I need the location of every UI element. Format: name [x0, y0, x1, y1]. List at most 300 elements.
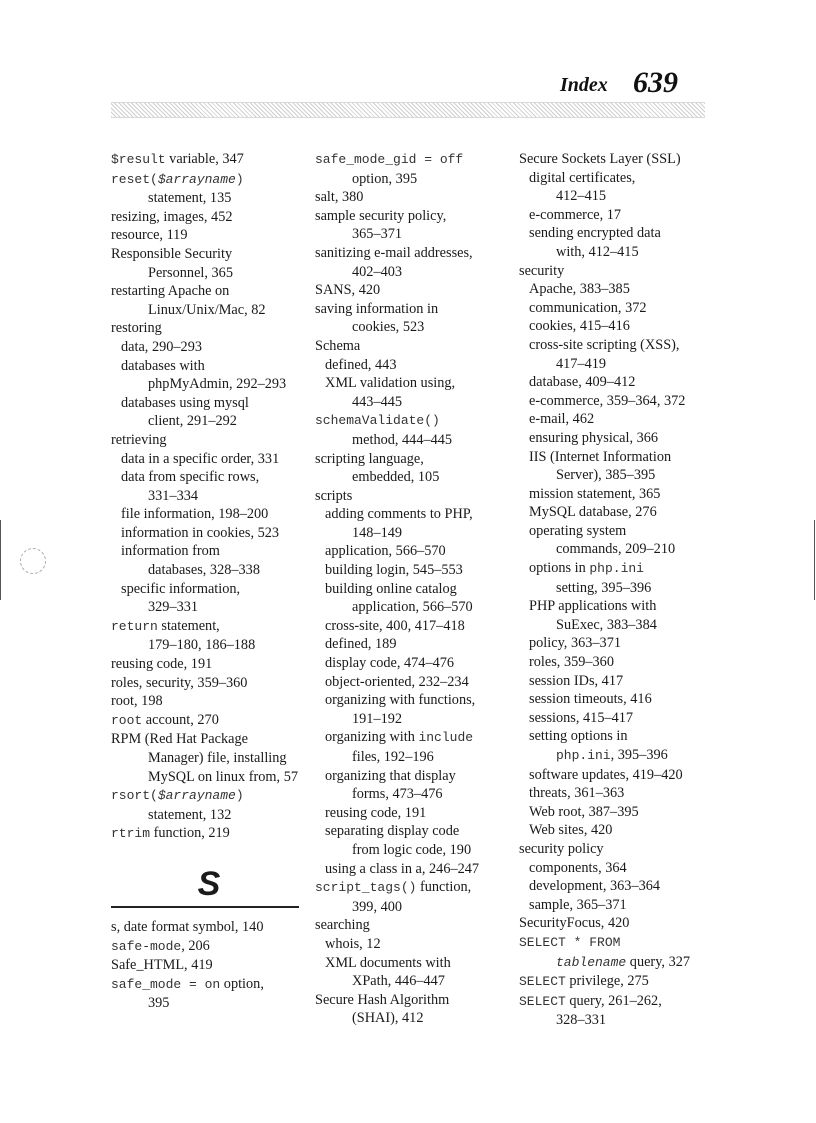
index-subentry	[519, 896, 709, 915]
index-text: cookies, 523	[352, 319, 425, 336]
index-entry	[111, 937, 307, 957]
index-text: php.ini	[589, 561, 644, 577]
index-text: information in cookies, 523	[121, 524, 280, 541]
index-text: software updates, 419–420	[529, 766, 683, 783]
index-text: salt, 380	[315, 189, 364, 206]
index-entry-continuation	[315, 170, 513, 189]
index-entry	[315, 337, 513, 356]
index-subentry	[315, 561, 513, 580]
index-text: resizing, images, 452	[111, 208, 233, 225]
index-text: Apache, 383–385	[529, 281, 630, 298]
index-subentry	[519, 653, 709, 672]
index-entry	[111, 824, 307, 844]
index-text: mission statement, 365	[529, 485, 661, 502]
index-text: saving information in	[315, 300, 439, 317]
index-text: client, 291–292	[148, 413, 237, 430]
index-text: statement, 135	[148, 190, 232, 207]
index-entry	[111, 975, 307, 995]
index-text: return	[111, 618, 158, 634]
index-text: forms, 473–476	[352, 786, 443, 803]
index-entry	[111, 150, 307, 170]
index-subentry	[315, 505, 513, 524]
index-entry-continuation	[519, 466, 709, 485]
index-subentry	[519, 559, 709, 579]
index-text: Web root, 387–395	[529, 803, 639, 820]
index-subentry	[111, 338, 307, 357]
index-entry	[315, 916, 513, 935]
index-entry-continuation	[519, 187, 709, 206]
index-entry-continuation	[315, 972, 513, 991]
index-entry	[315, 411, 513, 431]
index-subentry	[111, 450, 307, 469]
index-text: SELECT	[519, 974, 566, 990]
index-text: SELECT	[519, 993, 566, 1009]
index-subentry	[315, 767, 513, 786]
index-column-3	[519, 150, 709, 1030]
index-text: PHP applications with	[529, 598, 657, 615]
index-subentry	[519, 727, 709, 746]
index-entry-continuation	[315, 748, 513, 767]
index-subentry	[519, 206, 709, 225]
index-text: embedded, 105	[352, 469, 440, 486]
index-text: retrieving	[111, 431, 167, 448]
index-text: session timeouts, 416	[529, 691, 652, 708]
index-entry	[519, 150, 709, 169]
index-text: organizing with	[325, 729, 419, 746]
index-text: , 395–396	[610, 747, 668, 763]
index-text: method, 444–445	[352, 431, 453, 448]
index-text: account, 270	[142, 711, 219, 728]
index-text: 395	[148, 995, 170, 1012]
index-text: sanitizing e-mail addresses,	[315, 244, 473, 261]
index-text: Safe_HTML, 419	[111, 957, 213, 974]
index-entry-continuation	[519, 746, 709, 766]
index-entry	[111, 319, 307, 338]
index-entry-continuation	[315, 598, 513, 617]
index-text: IIS (Internet Information	[529, 448, 672, 465]
index-entry-continuation	[111, 189, 307, 208]
index-text: XML validation using,	[325, 375, 456, 392]
index-subentry	[315, 617, 513, 636]
index-subentry	[315, 691, 513, 710]
index-entry-continuation	[315, 785, 513, 804]
index-text: (SHAI), 412	[352, 1010, 424, 1027]
index-entry-continuation	[111, 375, 307, 394]
index-text: 399, 400	[352, 898, 403, 915]
index-subentry	[519, 672, 709, 691]
index-text: defined, 443	[325, 356, 397, 373]
index-text: policy, 363–371	[529, 635, 621, 652]
index-subentry	[519, 709, 709, 728]
index-entry-continuation	[111, 264, 307, 283]
index-entry-continuation	[111, 806, 307, 825]
crop-mark-right	[814, 520, 815, 600]
index-entry	[519, 262, 709, 281]
index-subentry	[519, 336, 709, 355]
index-text: data, 290–293	[121, 338, 202, 355]
index-text: rsort(	[111, 788, 158, 804]
index-text: database, 409–412	[529, 374, 636, 391]
index-text: ensuring physical, 366	[529, 429, 659, 446]
index-entry	[315, 487, 513, 506]
index-text: SANS, 420	[315, 282, 381, 299]
index-text: XPath, 446–447	[352, 973, 445, 990]
index-text: SELECT * FROM	[519, 934, 621, 950]
index-text: organizing with functions,	[325, 692, 476, 709]
index-text: tablename	[556, 954, 627, 970]
index-text: function,	[416, 879, 472, 896]
index-text: reusing code, 191	[111, 656, 213, 673]
index-entry	[111, 282, 307, 301]
index-text: MySQL database, 276	[529, 504, 657, 521]
index-entry-continuation	[111, 487, 307, 506]
index-text: , 206	[181, 937, 210, 954]
index-subentry	[519, 690, 709, 709]
index-entry-continuation	[111, 598, 307, 617]
index-text: operating system	[529, 522, 627, 539]
index-text: )	[235, 171, 244, 187]
index-entry	[111, 170, 307, 190]
index-text: cross-site, 400, 417–418	[325, 617, 465, 634]
index-text: with, 412–415	[556, 243, 639, 260]
index-text: SecurityFocus, 420	[519, 915, 630, 932]
index-text: reset(	[111, 171, 158, 187]
index-text: statement, 132	[148, 806, 232, 823]
index-text: restarting Apache on	[111, 283, 230, 300]
index-subentry	[315, 635, 513, 654]
index-subentry	[315, 374, 513, 393]
index-text: data from specific rows,	[121, 469, 260, 486]
index-subentry	[315, 728, 513, 748]
index-entry	[111, 918, 307, 937]
index-text: $result	[111, 152, 166, 167]
index-entry	[519, 992, 709, 1012]
registration-mark	[20, 548, 46, 574]
index-entry-continuation	[111, 636, 307, 655]
index-text: root	[111, 712, 143, 728]
index-text: option, 395	[352, 170, 418, 187]
index-text: roles, security, 359–360	[111, 674, 248, 691]
index-text: Responsible Security	[111, 245, 233, 262]
index-text: Personnel, 365	[148, 264, 233, 281]
index-column-2	[315, 150, 513, 1028]
index-text: Secure Sockets Layer (SSL)	[519, 151, 681, 167]
index-entry-continuation	[315, 225, 513, 244]
index-text: 329–331	[148, 599, 199, 616]
index-text: XML documents with	[325, 954, 451, 971]
index-text: schemaValidate()	[315, 413, 440, 429]
index-text: building online catalog	[325, 580, 457, 597]
index-subentry	[519, 299, 709, 318]
index-text: sample security policy,	[315, 207, 447, 224]
index-text: cross-site scripting (XSS),	[529, 336, 680, 353]
index-subentry	[315, 673, 513, 692]
index-subentry	[315, 935, 513, 954]
index-text: 443–445	[352, 393, 403, 410]
index-text: 328–331	[556, 1012, 607, 1029]
index-text: using a class in a, 246–247	[325, 860, 480, 877]
index-subentry	[315, 804, 513, 823]
index-subentry	[519, 429, 709, 448]
index-text: 179–180, 186–188	[148, 637, 256, 654]
index-text: e-mail, 462	[529, 411, 595, 428]
index-subentry	[519, 317, 709, 336]
index-subentry	[519, 821, 709, 840]
index-subentry	[519, 280, 709, 299]
index-subentry	[111, 394, 307, 413]
index-text: phpMyAdmin, 292–293	[148, 376, 287, 393]
index-entry-continuation	[315, 263, 513, 282]
index-subentry	[519, 803, 709, 822]
index-text: Linux/Unix/Mac, 82	[148, 301, 266, 318]
index-text: databases with	[121, 357, 205, 374]
index-text: setting options in	[529, 728, 628, 745]
index-entry-continuation	[315, 431, 513, 450]
index-subentry	[111, 505, 307, 524]
index-entry-continuation	[519, 616, 709, 635]
index-text: sending encrypted data	[529, 225, 661, 242]
index-text: application, 566–570	[325, 543, 446, 560]
index-entry	[519, 933, 709, 953]
index-text: 148–149	[352, 524, 403, 541]
index-text: defined, 189	[325, 636, 397, 653]
index-entry-continuation	[111, 768, 307, 787]
index-entry-continuation	[315, 524, 513, 543]
index-text: specific information,	[121, 580, 241, 597]
index-entry	[111, 692, 307, 711]
index-text: data in a specific order, 331	[121, 450, 280, 467]
index-text: file information, 198–200	[121, 506, 269, 523]
index-entry	[111, 711, 307, 731]
index-text: whois, 12	[325, 935, 381, 952]
index-subentry	[111, 357, 307, 376]
index-entry	[519, 972, 709, 992]
index-subentry	[519, 373, 709, 392]
index-text: MySQL on linux from, 57	[148, 768, 298, 785]
index-entry	[519, 840, 709, 859]
page-number: 639	[633, 66, 678, 99]
index-subentry	[519, 224, 709, 243]
index-subentry	[315, 822, 513, 841]
index-text: commands, 209–210	[556, 541, 676, 558]
index-entry-continuation	[519, 355, 709, 374]
index-text: display code, 474–476	[325, 655, 455, 672]
index-subentry	[519, 169, 709, 188]
index-entry-continuation	[519, 953, 709, 973]
section-letter: S	[197, 864, 221, 903]
index-text: scripts	[315, 487, 353, 504]
index-text: rtrim	[111, 826, 151, 842]
index-entry	[315, 244, 513, 263]
index-text: threats, 361–363	[529, 785, 625, 802]
index-subentry	[315, 654, 513, 673]
index-entry	[315, 207, 513, 226]
index-text: script_tags()	[315, 880, 417, 896]
index-text: $arrayname	[157, 788, 236, 804]
index-text: query, 261–262,	[565, 992, 662, 1009]
index-entry	[315, 150, 513, 170]
index-entry	[111, 245, 307, 264]
index-entry	[111, 730, 307, 749]
index-text: include	[418, 730, 474, 746]
index-text: session IDs, 417	[529, 672, 624, 689]
index-entry	[519, 914, 709, 933]
index-entry-continuation	[111, 749, 307, 768]
index-text: safe_mode_gid = off	[315, 152, 464, 167]
index-text: Schema	[315, 337, 361, 354]
index-text: 417–419	[556, 355, 607, 372]
index-text: sessions, 415–417	[529, 709, 634, 726]
index-subentry	[519, 766, 709, 785]
index-text: security	[519, 262, 565, 279]
index-entry-continuation	[111, 301, 307, 320]
index-text: 412–415	[556, 188, 607, 205]
index-subentry	[519, 392, 709, 411]
index-text: e-commerce, 359–364, 372	[529, 392, 686, 409]
index-entry-continuation	[315, 318, 513, 337]
index-text: cookies, 415–416	[529, 318, 630, 335]
index-entry-continuation	[519, 579, 709, 598]
index-text: Manager) file, installing	[148, 750, 287, 766]
index-entry	[315, 878, 513, 898]
index-text: e-commerce, 17	[529, 206, 622, 223]
index-subentry	[519, 410, 709, 429]
index-text: searching	[315, 917, 370, 934]
index-text: restoring	[111, 320, 162, 337]
index-entry-continuation	[111, 412, 307, 431]
index-text: variable, 347	[165, 151, 244, 167]
index-text: building login, 545–553	[325, 562, 463, 579]
index-text: s, date format symbol, 140	[111, 918, 264, 935]
index-text: files, 192–196	[352, 749, 434, 765]
crop-mark-left	[0, 520, 1, 600]
index-text: php.ini	[556, 748, 611, 763]
index-text: 365–371	[352, 226, 403, 243]
index-entry	[111, 617, 307, 637]
index-text: separating display code	[325, 823, 460, 840]
index-entry	[315, 188, 513, 207]
index-subentry	[111, 468, 307, 487]
index-subentry	[315, 356, 513, 375]
index-entry-continuation	[315, 841, 513, 860]
index-text: 331–334	[148, 487, 199, 504]
index-entry-continuation	[519, 540, 709, 559]
index-text: development, 363–364	[529, 878, 661, 895]
index-subentry	[519, 522, 709, 541]
index-entry-continuation	[315, 468, 513, 487]
index-subentry	[111, 580, 307, 599]
index-text: communication, 372	[529, 299, 647, 316]
index-text: 402–403	[352, 263, 403, 280]
index-entry-continuation	[111, 561, 307, 580]
index-text: application, 566–570	[352, 599, 473, 616]
index-column-1	[111, 150, 307, 1013]
index-subentry	[519, 859, 709, 878]
index-text: $arrayname	[157, 171, 236, 187]
index-text: object-oriented, 232–234	[325, 673, 469, 690]
index-entry	[111, 226, 307, 245]
index-text: safe_mode = on	[111, 976, 221, 992]
index-entry-continuation	[111, 994, 307, 1013]
index-entry-continuation	[519, 243, 709, 262]
index-text: databases, 328–338	[148, 562, 260, 579]
index-entry-continuation	[315, 393, 513, 412]
index-text: Server), 385–395	[556, 467, 656, 484]
section-rule	[111, 906, 299, 908]
index-entry	[315, 991, 513, 1010]
index-text: databases using mysql	[121, 394, 249, 411]
index-text: safe-mode	[111, 938, 182, 954]
index-text: reusing code, 191	[325, 804, 427, 821]
index-text: Web sites, 420	[529, 822, 613, 839]
index-text: 191–192	[352, 710, 403, 727]
index-text: RPM (Red Hat Package	[111, 731, 248, 748]
index-subentry	[519, 877, 709, 896]
index-subentry	[519, 503, 709, 522]
index-subentry	[315, 580, 513, 599]
index-entry	[111, 786, 307, 806]
index-text: setting, 395–396	[556, 579, 652, 596]
index-entry	[111, 655, 307, 674]
index-text: options in	[529, 560, 590, 577]
header-rule	[111, 102, 705, 118]
index-text: security policy	[519, 840, 604, 857]
index-entry-continuation	[315, 710, 513, 729]
index-text: from logic code, 190	[352, 841, 472, 858]
index-subentry	[519, 784, 709, 803]
index-text: digital certificates,	[529, 169, 636, 186]
index-entry-continuation	[315, 898, 513, 917]
index-text: adding comments to PHP,	[325, 506, 473, 523]
index-entry	[315, 450, 513, 469]
running-header-title: Index	[560, 74, 608, 96]
index-subentry	[111, 524, 307, 543]
index-text: option,	[220, 975, 264, 992]
index-subentry	[315, 542, 513, 561]
index-entry-continuation	[519, 1011, 709, 1030]
index-entry	[111, 674, 307, 693]
index-subentry	[519, 448, 709, 467]
index-subentry	[519, 634, 709, 653]
index-text: organizing that display	[325, 767, 456, 784]
index-text: SuExec, 383–384	[556, 616, 657, 633]
index-text: root, 198	[111, 693, 163, 710]
index-subentry	[315, 860, 513, 879]
index-entry-continuation	[315, 1009, 513, 1028]
index-text: function, 219	[150, 825, 230, 842]
index-text: statement,	[157, 617, 220, 634]
index-text: components, 364	[529, 859, 627, 876]
index-entry	[111, 431, 307, 450]
index-entry	[111, 208, 307, 227]
index-text: query, 327	[626, 953, 691, 970]
index-entry	[111, 956, 307, 975]
index-subentry	[315, 954, 513, 973]
index-subentry	[519, 597, 709, 616]
index-text: )	[235, 788, 244, 804]
index-text: Secure Hash Algorithm	[315, 991, 450, 1008]
index-text: information from	[121, 543, 220, 560]
index-entry	[315, 300, 513, 319]
index-text: resource, 119	[111, 227, 188, 244]
index-text: roles, 359–360	[529, 654, 614, 671]
index-text: scripting language,	[315, 450, 424, 467]
index-text: privilege, 275	[565, 973, 649, 990]
index-subentry	[111, 542, 307, 561]
index-subentry	[519, 485, 709, 504]
index-entry	[315, 281, 513, 300]
index-text: sample, 365–371	[529, 896, 627, 913]
